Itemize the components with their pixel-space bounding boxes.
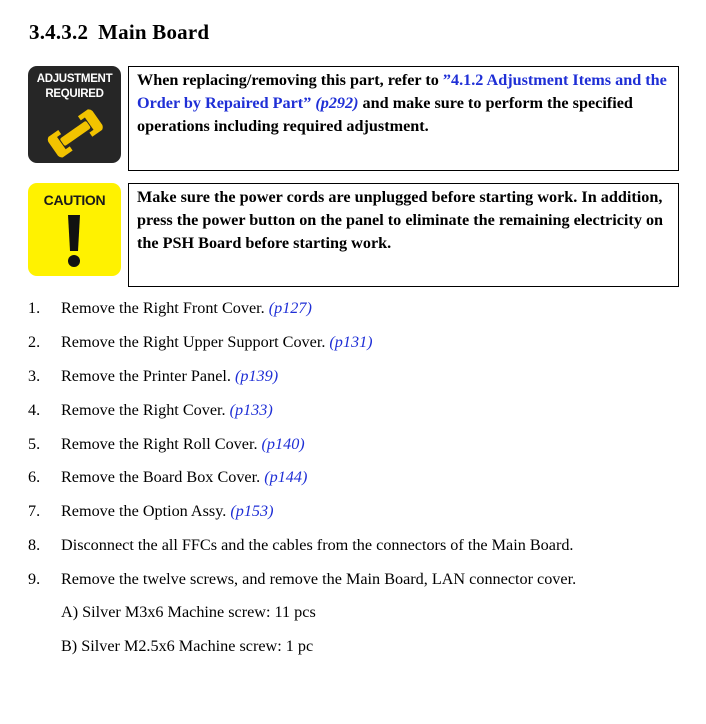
section-title: Main Board <box>98 20 210 44</box>
adjustment-required-badge <box>28 66 121 163</box>
adjustment-notice-text: When replacing/removing this part, refer to ”4.1.2 Adjustment Items and the Order by Repaired Part” (p292) and make sure to perform the specified operations including required adjustment. <box>128 66 679 171</box>
caution-badge <box>28 183 121 276</box>
screw-list <box>61 600 316 667</box>
wrench-icon <box>47 108 103 158</box>
adjustment-items-link[interactable]: ”4.1.2 Adjustment Items and the Order by Repaired Part” <box>137 71 667 112</box>
page-ref-link[interactable]: (p139) <box>234 366 279 385</box>
caution-notice-text: Make sure the power cords are unplugged before starting work. In addition, press the power button on the panel to eliminate the remaining electricity on the PSH Board before starting work. <box>128 183 679 287</box>
screw-item: A) Silver M3x6 Machine screw: 11 pcs <box>61 603 316 621</box>
section-number: 3.4.3.2 <box>29 20 89 44</box>
section-heading <box>29 20 209 45</box>
adjustment-badge-label: ADJUSTMENT REQUIRED <box>36 73 113 100</box>
adjustment-page-ref[interactable]: (p292) <box>315 94 359 112</box>
page-ref-link[interactable]: (p153) <box>230 502 274 521</box>
page-ref-link[interactable]: (p131) <box>329 332 373 351</box>
page-ref-link[interactable]: (p144) <box>264 468 308 487</box>
exclamation-icon <box>64 215 84 269</box>
screw-item: B) Silver M2.5x6 Machine screw: 1 pc <box>61 636 314 655</box>
page-ref-link[interactable]: (p140) <box>261 434 305 453</box>
page-ref-link[interactable]: (p133) <box>229 400 273 419</box>
caution-badge-label: CAUTION <box>43 192 106 208</box>
page-ref-link[interactable]: (p127) <box>268 299 312 317</box>
